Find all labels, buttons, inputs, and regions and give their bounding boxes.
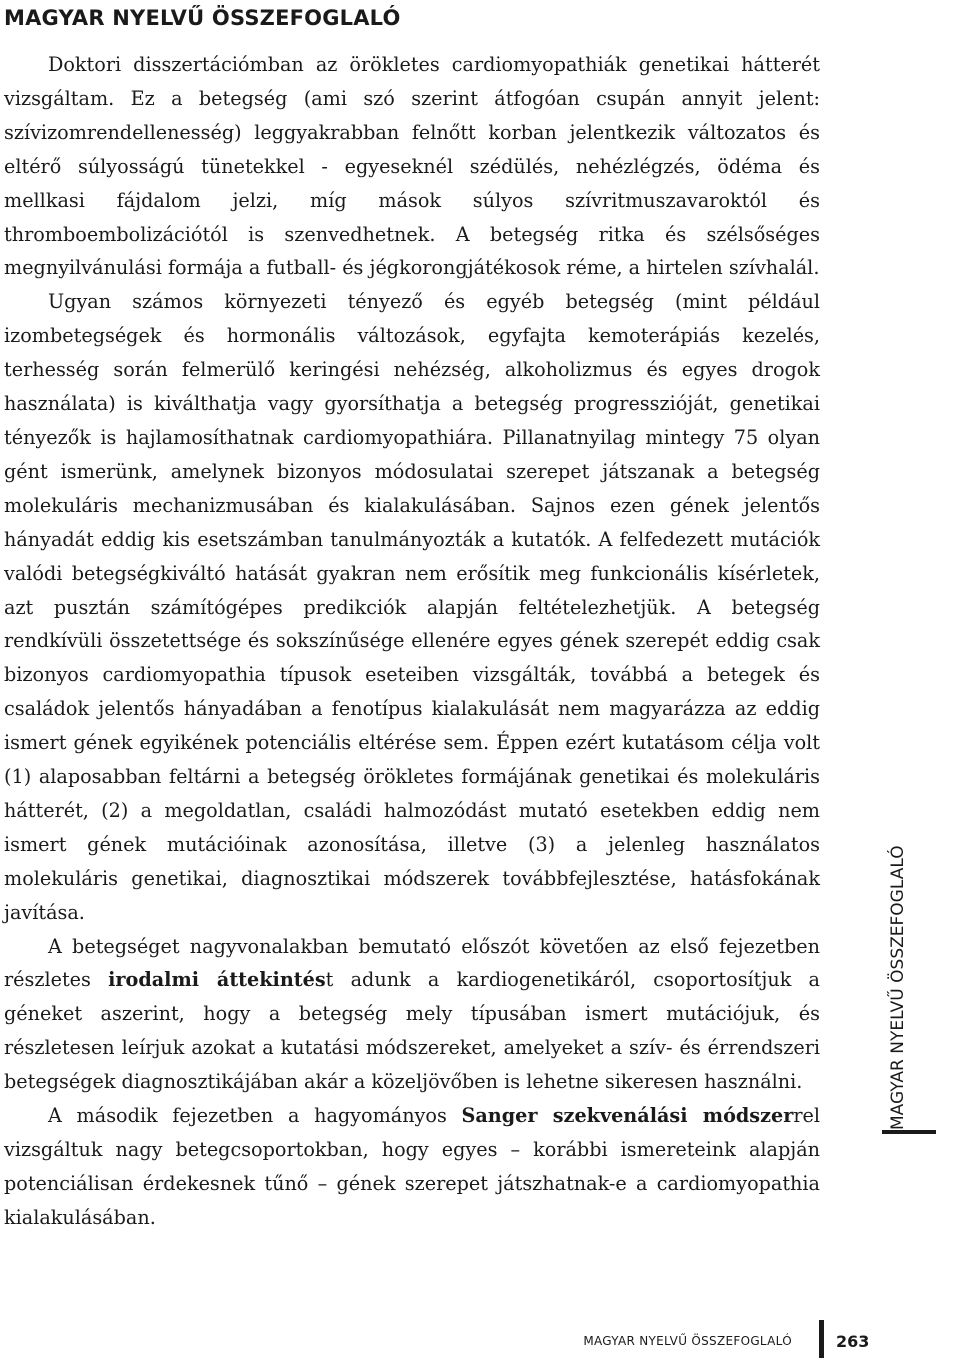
page-footer: [560, 1318, 940, 1358]
side-rule: [882, 1130, 936, 1134]
paragraph-text-start: A betegséget nagyvonalakban bemutató előszót követően az első fejezetben részletes: [4, 934, 820, 992]
paragraph-text: Ugyan számos környezeti tényező és egyéb betegség (mint például izombetegségek és hormonális változások, egyfajta kemoterápiás kezelés, terhesség során felmerülő keringési nehézség, alkoholizmus és egyes drogok használata) is kiválthatja vagy gyorsíthatja a betegség progresszióját, genetikai tényezők is hajlamosíthatnak cardiomyopathiára. Pillanatnyilag mintegy 75 olyan gént ismerünk, amelynek bizonyos módosulatai szerepet játszanak a betegség molekuláris mechanizmusában és kialakulásában. Sajnos ezen gének jelentős hányadát eddig kis esetszámban tanulmányozták a kutatók. A felfedezett mutációk valódi betegségkiváltó hatását gyakran nem erősítik meg funkcionális kísérletek, azt pusztán számítógépes predikciók alapján feltételezhetjük. A betegség rendkívüli összetettsége és sokszínűsége ellenére egyes gének szerepét eddig csak bizonyos cardiomyopathia típusok eseteiben vizsgálták, továbbá a betegek és családok jelentős hányadában a fenotípus kialakulását nem magyarázza az eddig ismert gének egyikének potenciális eltérése sem. Éppen ezért kutatásom célja volt (1) alaposabban feltárni a betegség örökletes formájának genetikai és molekuláris hátterét, (2) a megoldatlan, családi halmozódást mutató esetekben eddig nem ismert gének mutációinak azonosítása, illetve (3) a jelenleg használatos molekuláris genetikai, diagnosztikai módszerek továbbfejlesztése, hatásfokának javítása.: [4, 290, 820, 924]
highlighted-term: irodalmi áttekintés: [108, 968, 326, 992]
footer-running-title: MAGYAR NYELVŰ ÖSSZEFOGLALÓ: [583, 1334, 792, 1348]
paragraph-text-end: rel vizsgáltuk nagy betegcsoportokban, hogy egyes – korábbi ismereteink alapján potenciálisan érdekesnek tűnő – gének szerepet játszhatnak-e a cardiomyopathia kialakulásában.: [4, 1104, 820, 1229]
highlighted-term: Sanger szekvenálási módszer: [461, 1104, 794, 1128]
paragraph-intro: [4, 48, 820, 285]
footer-divider: [819, 1320, 824, 1358]
page-heading: MAGYAR NYELVŰ ÖSSZEFOGLALÓ: [4, 6, 401, 30]
paragraph-background: [4, 285, 820, 929]
side-section-label: [884, 799, 930, 1130]
paragraph-chapter-one: [4, 930, 820, 1100]
side-section-label-text: MAGYAR NYELVŰ ÖSSZEFOGLALÓ: [888, 845, 908, 1130]
paragraph-text: Doktori disszertációmban az örökletes cardiomyopathiák genetikai hátterét vizsgáltam. Ez a betegség (ami szó szerint átfogóan csupán annyit jelent: szívizomrendellenesség) leggyakrabban felnőtt korban jelentkezik változatos és eltérő súlyosságú tünetekkel - egyeseknél szédülés, nehézlégzés, ödéma és mellkasi fájdalom jelzi, míg mások súlyos szívritmuszavaroktól és thromboembolizációtól is szenvedhetnek. A betegség ritka és szélsőséges megnyilvánulási formája a futball- és jégkorongjátékosok réme, a hirtelen szívhalál.: [4, 53, 820, 280]
body-text: [4, 48, 820, 1235]
paragraph-text-end: t adunk a kardiogenetikáról, csoportosítjuk a géneket aszerint, hogy a betegség mely típusában ismert mutációjuk, és részletesen leírjuk azokat a kutatási módszereket, amelyeket a szív- és érrendszeri betegségek diagnosztikájában akár a közeljövőben is lehetne sikeresen használni.: [4, 968, 820, 1094]
paragraph-chapter-two: [4, 1099, 820, 1235]
page-number: 263: [836, 1332, 870, 1351]
paragraph-text-start: A második fejezetben a hagyományos: [48, 1104, 462, 1128]
